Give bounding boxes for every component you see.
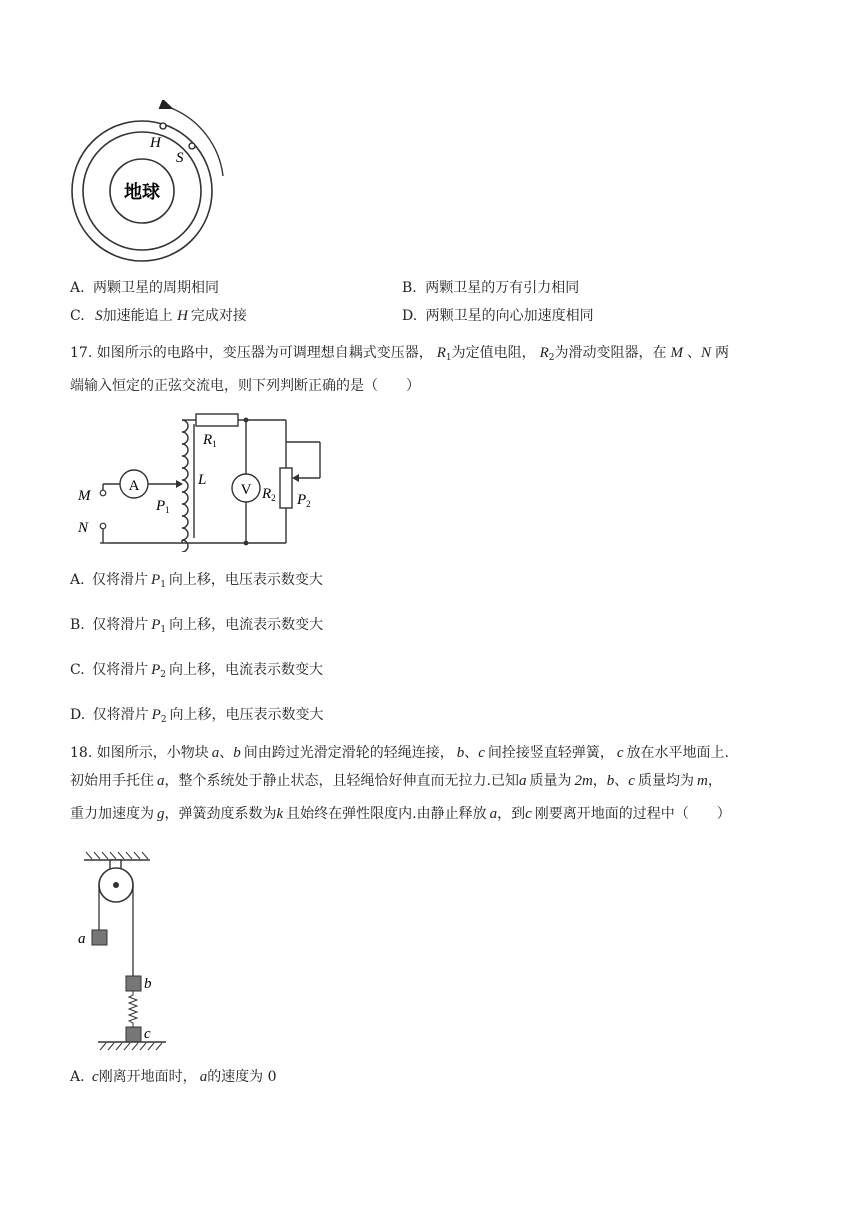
option-text: 加速能追上 xyxy=(102,308,173,324)
subscript: 1 xyxy=(160,580,166,590)
resistor-r2 xyxy=(280,468,292,508)
var-r2: R xyxy=(539,345,549,361)
slider-p1-arrow xyxy=(176,480,183,488)
var-a: a xyxy=(489,806,498,822)
option-text: 两颗卫星的向心加速度相同 xyxy=(425,308,594,324)
option-text: 仅将滑片 xyxy=(92,662,149,678)
stem-text: 为定值电阻， xyxy=(451,345,536,361)
label-n: N xyxy=(78,520,89,536)
option-prefix: A. xyxy=(70,1069,85,1085)
ceiling-hatch xyxy=(86,852,148,859)
option-text: 的速度为 0 xyxy=(207,1069,277,1085)
orbit-figure xyxy=(68,100,238,265)
subscript: 1 xyxy=(160,625,167,635)
stem-text: 间由跨过光滑定滑轮的轻绳连接， xyxy=(243,745,454,761)
stem-text: 17. 如图所示的电路中，变压器为可调理想自耦式变压器， xyxy=(70,345,433,361)
stem-text: 、 xyxy=(464,745,479,761)
option-prefix: B. xyxy=(402,280,417,296)
pulley-figure xyxy=(76,850,176,1060)
stem-text: 端输入恒定的正弦交流电，则下列判断正确的是（ ） xyxy=(70,378,420,394)
stem-text: 、 xyxy=(614,773,629,789)
option-text: 仅将滑片 xyxy=(92,572,149,588)
var-r1: R xyxy=(436,345,446,361)
junction-dot xyxy=(244,418,249,423)
resistor-r1 xyxy=(196,414,238,426)
var-m: m xyxy=(696,773,708,789)
label-p1: $P_1$ xyxy=(156,498,170,515)
stem-text: 重力加速度为 xyxy=(70,806,154,822)
terminal-n xyxy=(100,523,106,529)
option-text: 仅将滑片 xyxy=(92,707,149,723)
var-p1: P xyxy=(151,572,161,588)
ammeter-label: A xyxy=(128,478,140,494)
earth-label: 地球 xyxy=(124,182,160,203)
option-text: 向上移，电流表示数变大 xyxy=(169,662,324,678)
q16-option-c xyxy=(70,306,247,326)
subscript: 2 xyxy=(160,670,167,680)
option-text: 两颗卫星的万有引力相同 xyxy=(425,280,580,296)
option-prefix: A. xyxy=(70,280,85,296)
slider-p2-arrow xyxy=(292,474,299,482)
option-text: 完成对接 xyxy=(190,308,247,324)
option-text: 仅将滑片 xyxy=(92,617,149,633)
circuit-figure xyxy=(72,402,328,552)
label-s: S xyxy=(176,150,184,166)
label-c: c xyxy=(144,1026,151,1042)
stem-text: 且始终在弹性限度内.由静止释放 xyxy=(286,806,487,822)
var-s: S xyxy=(95,308,103,324)
subscript: 2 xyxy=(160,715,167,725)
var-p2: P xyxy=(151,662,161,678)
label-l: L xyxy=(198,472,207,488)
stem-text: ， xyxy=(592,773,607,789)
satellite-s xyxy=(189,143,195,149)
block-a xyxy=(92,930,107,945)
label-b: b xyxy=(144,976,152,992)
option-text: 向上移，电流表示数变大 xyxy=(169,617,324,633)
option-prefix: D. xyxy=(70,707,86,723)
var-b: b xyxy=(606,773,615,789)
q17-option-a xyxy=(70,570,323,595)
option-text: 刚离开地面时， xyxy=(98,1069,197,1085)
stem-text: 放在水平地面上. xyxy=(626,745,730,761)
var-2m: 2m xyxy=(574,773,593,789)
var-m: M xyxy=(670,345,684,361)
stem-text: 18. 如图所示，小物块 xyxy=(70,745,209,761)
q17-stem-line1 xyxy=(70,343,729,368)
q17-stem-line2 xyxy=(70,376,420,396)
stem-text: 间拴接竖直轻弹簧， xyxy=(487,745,614,761)
q16-option-b xyxy=(402,278,579,298)
option-prefix: C. xyxy=(70,308,85,324)
stem-text: 初始用手托住 xyxy=(70,773,154,789)
subscript: 2 xyxy=(548,353,555,363)
var-b: b xyxy=(456,745,465,761)
q17-option-d xyxy=(70,705,324,730)
option-text: 两颗卫星的周期相同 xyxy=(93,280,220,296)
var-p1: P xyxy=(151,617,161,633)
var-a: a xyxy=(518,773,527,789)
stem-text: ，到 xyxy=(497,806,526,822)
var-c: c xyxy=(616,745,624,761)
var-p2: P xyxy=(151,707,161,723)
subscript: 1 xyxy=(445,353,452,363)
label-h: H xyxy=(150,135,161,151)
option-text: 向上移，电压表示数变大 xyxy=(169,707,324,723)
pulley-axle xyxy=(113,882,119,888)
var-c: c xyxy=(628,773,635,789)
stem-text: 刚要离开地面的过程中（ ） xyxy=(534,806,731,822)
var-b: b xyxy=(233,745,241,761)
stem-text: 、 xyxy=(687,345,702,361)
block-c xyxy=(126,1027,141,1042)
stem-text: ，整个系统处于静止状态，且轻绳恰好伸直而无拉力.已知 xyxy=(164,773,519,789)
var-n: N xyxy=(701,345,712,361)
junction-dot xyxy=(244,541,249,546)
q18-stem-line3 xyxy=(70,804,731,824)
q18-stem-line1 xyxy=(70,743,729,763)
option-prefix: A. xyxy=(70,572,85,588)
label-m: M xyxy=(78,488,91,504)
label-a: a xyxy=(78,931,86,947)
var-a: a xyxy=(199,1069,208,1085)
var-c: c xyxy=(92,1069,99,1085)
stem-text: 质量为 xyxy=(529,773,572,789)
terminal-m xyxy=(100,490,106,496)
stem-text: 质量均为 xyxy=(637,773,694,789)
var-h: H xyxy=(177,308,188,324)
var-c: c xyxy=(478,745,485,761)
q18-option-a xyxy=(70,1067,277,1087)
var-a: a xyxy=(211,745,220,761)
stem-text: 为滑动变阻器，在 xyxy=(554,345,667,361)
spring xyxy=(129,991,137,1027)
var-g: g xyxy=(157,806,165,822)
q17-option-c xyxy=(70,660,323,685)
coil-l xyxy=(182,420,188,552)
stem-text: 、 xyxy=(219,745,234,761)
option-prefix: C. xyxy=(70,662,85,678)
ground-hatch xyxy=(100,1043,162,1050)
var-c: c xyxy=(525,806,532,822)
option-prefix: D. xyxy=(402,308,418,324)
label-p2: $P_2$ xyxy=(297,492,311,509)
stem-text: ， xyxy=(707,773,722,789)
q18-stem-line2 xyxy=(70,771,722,791)
stem-text: ，弹簧劲度系数为 xyxy=(164,806,277,822)
stem-text: 两 xyxy=(715,345,730,361)
var-k: k xyxy=(276,806,284,822)
option-text: 向上移，电压表示数变大 xyxy=(168,572,323,588)
q17-option-b xyxy=(70,615,323,640)
block-b xyxy=(126,976,141,991)
label-r1: $R_1$ xyxy=(203,432,217,449)
label-r2: $R_2$ xyxy=(262,486,276,503)
voltmeter-label: V xyxy=(240,482,252,498)
option-prefix: B. xyxy=(70,617,85,633)
var-a: a xyxy=(157,773,165,789)
satellite-h xyxy=(160,123,166,129)
q16-option-d xyxy=(402,306,594,326)
q16-option-a xyxy=(70,278,219,298)
